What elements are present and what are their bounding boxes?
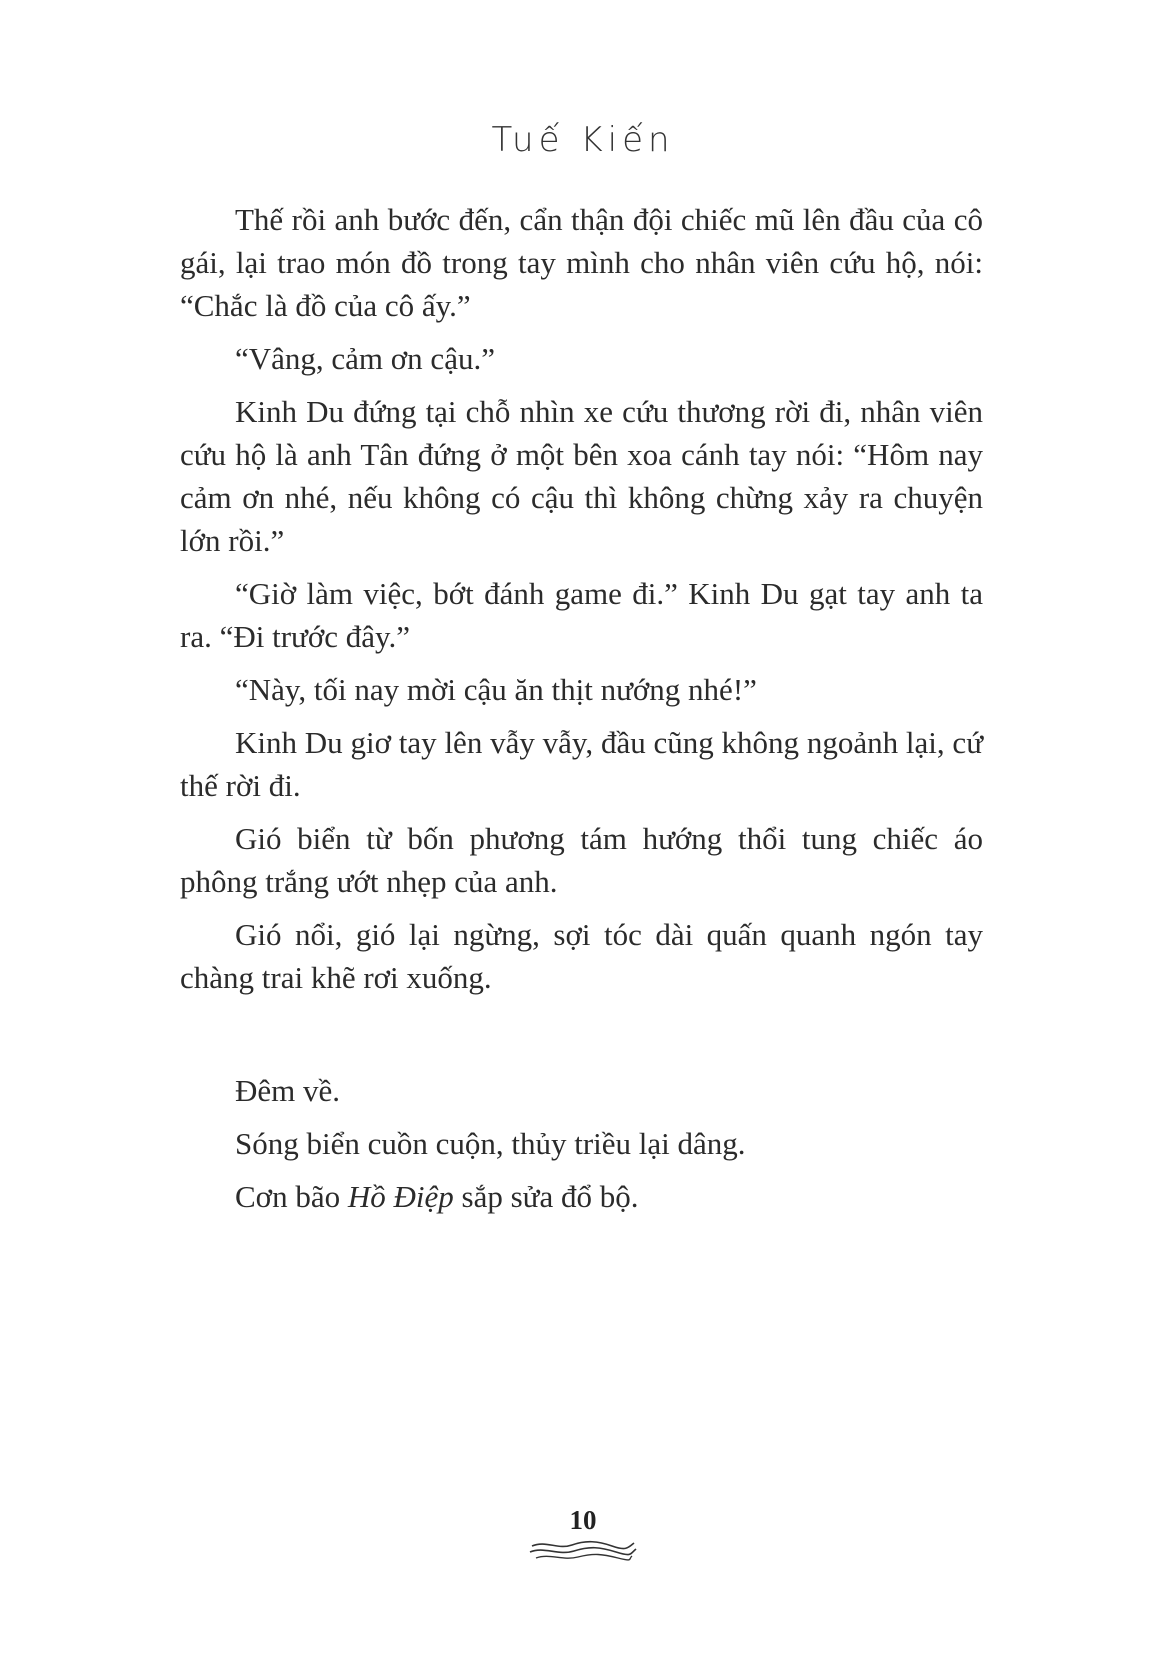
page-footer bbox=[0, 1505, 1166, 1563]
paragraph: Gió nổi, gió lại ngừng, sợi tóc dài quấn quanh ngón tay chàng trai khẽ rơi xuống. bbox=[180, 917, 983, 995]
wave-ornament-icon bbox=[528, 1537, 638, 1563]
body-text bbox=[180, 198, 983, 1228]
storm-name: Hồ Điệp bbox=[347, 1179, 454, 1214]
paragraph: “Giờ làm việc, bớt đánh game đi.” Kinh Du gạt tay anh ta ra. “Đi trước đây.” bbox=[180, 576, 983, 654]
paragraph: “Vâng, cảm ơn cậu.” bbox=[235, 341, 495, 376]
paragraph: “Này, tối nay mời cậu ăn thịt nướng nhé!” bbox=[235, 672, 757, 707]
paragraph: Đêm về. bbox=[235, 1073, 341, 1108]
paragraph: Kinh Du đứng tại chỗ nhìn xe cứu thương rời đi, nhân viên cứu hộ là anh Tân đứng ở một bên xoa cánh tay nói: “Hôm nay cảm ơn nhé, nếu không có cậu thì không chừng xảy ra chuyện lớn rồi.” bbox=[180, 394, 983, 558]
running-header-title: Tuế Kiến bbox=[491, 120, 675, 160]
paragraph: Gió biển từ bốn phương tám hướng thổi tung chiếc áo phông trắng ướt nhẹp của anh. bbox=[180, 821, 983, 899]
last-paragraph-before: Cơn bão bbox=[235, 1179, 348, 1214]
paragraph: Kinh Du giơ tay lên vẫy vẫy, đầu cũng không ngoảnh lại, cứ thế rời đi. bbox=[180, 725, 983, 803]
paragraph: Sóng biển cuồn cuộn, thủy triều lại dâng. bbox=[235, 1126, 746, 1161]
last-paragraph bbox=[180, 1175, 983, 1218]
page-number: 10 bbox=[569, 1505, 597, 1535]
last-paragraph-after: sắp sửa đổ bộ. bbox=[453, 1179, 639, 1214]
paragraph: Thế rồi anh bước đến, cẩn thận đội chiếc mũ lên đầu của cô gái, lại trao món đồ trong tay mình cho nhân viên cứu hộ, nói: “Chắc là đồ của cô ấy.” bbox=[180, 202, 983, 323]
